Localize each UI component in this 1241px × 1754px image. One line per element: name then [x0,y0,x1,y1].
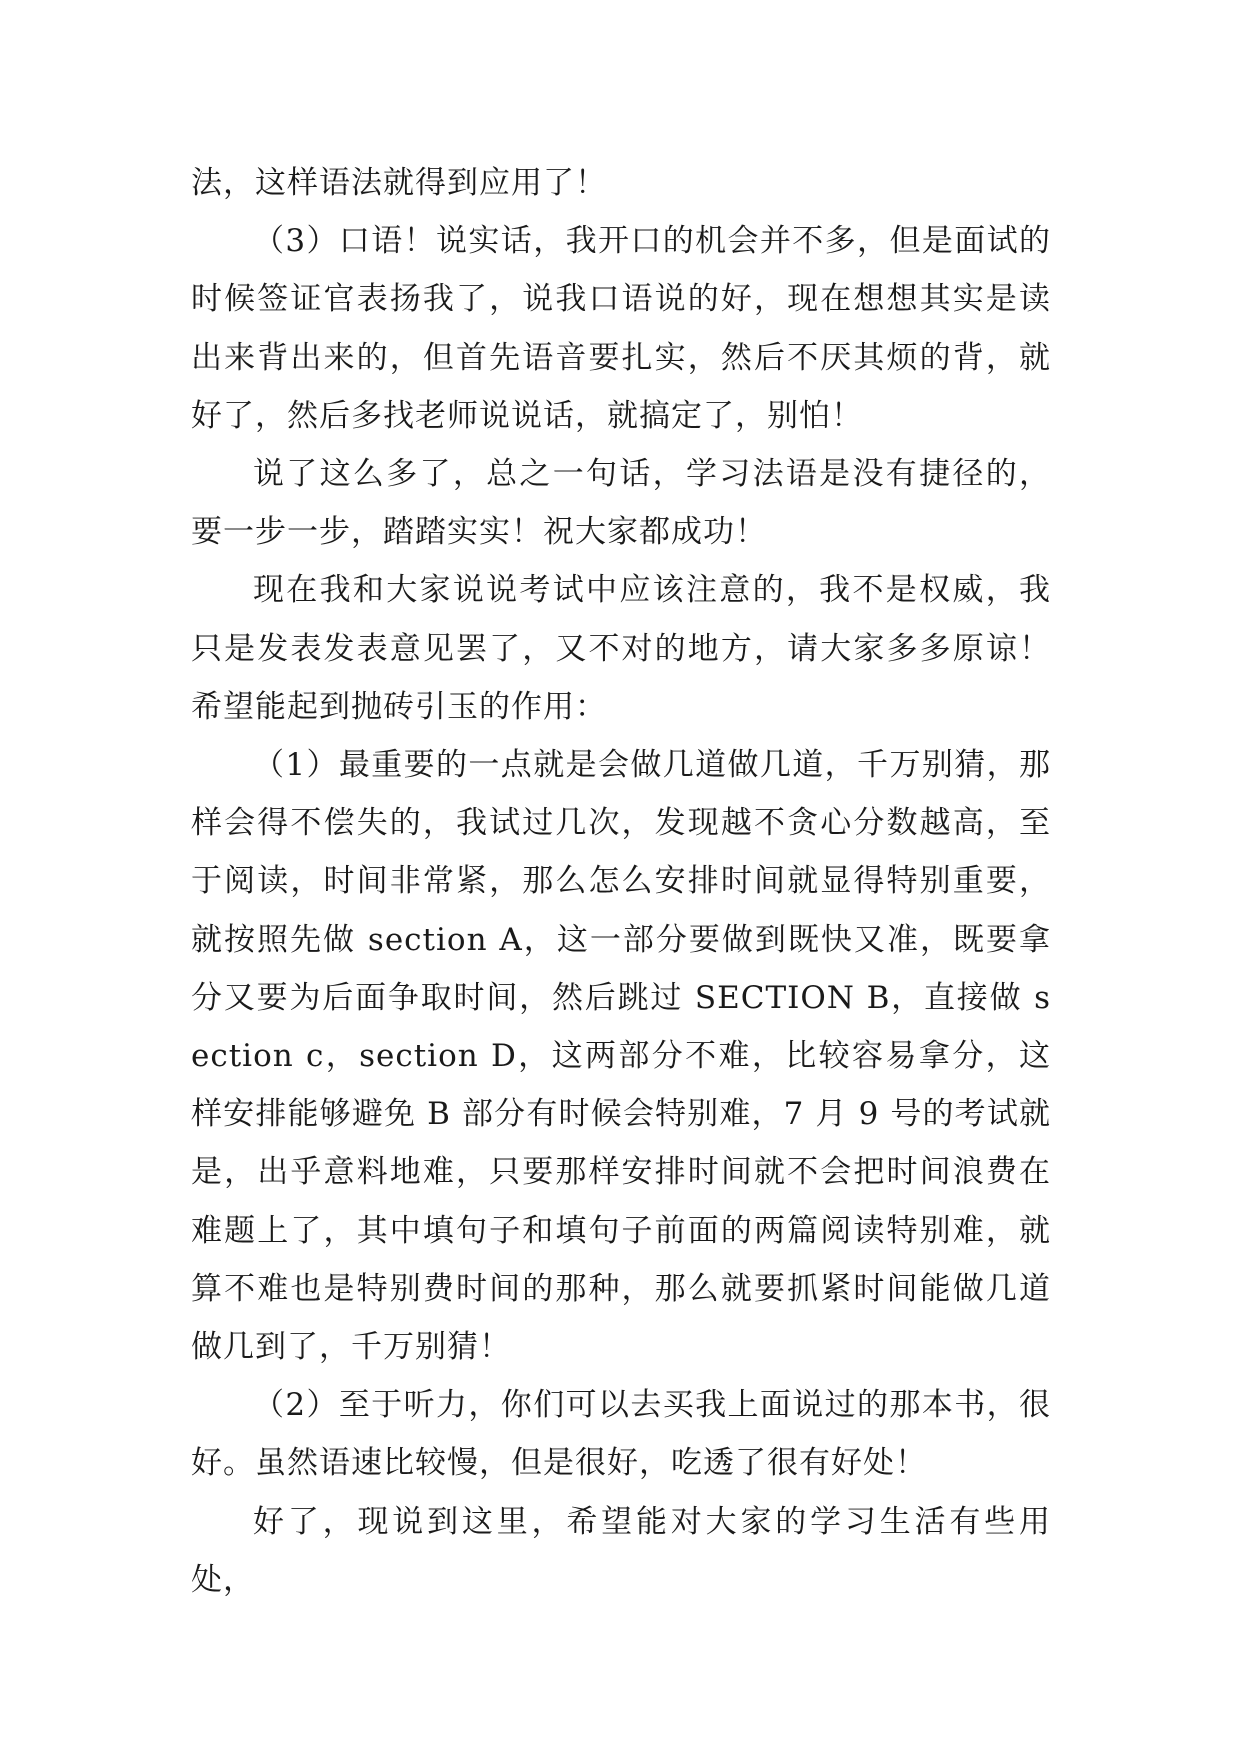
document-body [191,154,1051,1609]
paragraph-listening-tips: （2）至于听力，你们可以去买我上面说过的那本书，很好。虽然语速比较慢，但是很好，吃透了很有好处！ [191,1387,1051,1482]
paragraph-reading-tips: （1）最重要的一点就是会做几道做几道，千万别猜，那样会得不偿失的，我试过几次，发现越不贪心分数越高，至于阅读，时间非常紧，那么怎么安排时间就显得特别重要，就按照先做 section A，这一部分要做到既快又准，既要拿分又要为后面争取时间，然后跳过 SECTION B，直接做 section c，section D，这两部分不难，比较容易拿分，这样安排能够避免 B 部分有时候会特别难，7 月 9 号的考试就是，出乎意料地难，只要那样安排时间就不会把时间浪费在难题上了，其中填句子和填句子前面的两篇阅读特别难，就算不难也是特别费时间的那种，那么就要抓紧时间能做几道做几到了，千万别猜！ [191,747,1051,1366]
paragraph-closing: 好了，现说到这里，希望能对大家的学习生活有些用处， [191,1503,1051,1598]
paragraph-oral-tips: （3）口语！说实话，我开口的机会并不多，但是面试的时候签证官表扬我了，说我口语说的好，现在想想其实是读出来背出来的，但首先语音要扎实，然后不厌其烦的背，就好了，然后多找老师说说话，就搞定了，别怕！ [191,223,1051,434]
paragraph-summary: 说了这么多了，总之一句话，学习法语是没有捷径的，要一步一步，踏踏实实！祝大家都成功！ [191,456,1051,551]
paragraph-exam-intro: 现在我和大家说说考试中应该注意的，我不是权威，我只是发表发表意见罢了，又不对的地方，请大家多多原谅！希望能起到抛砖引玉的作用： [191,572,1051,725]
paragraph-continuation: 法，这样语法就得到应用了！ [191,165,607,201]
